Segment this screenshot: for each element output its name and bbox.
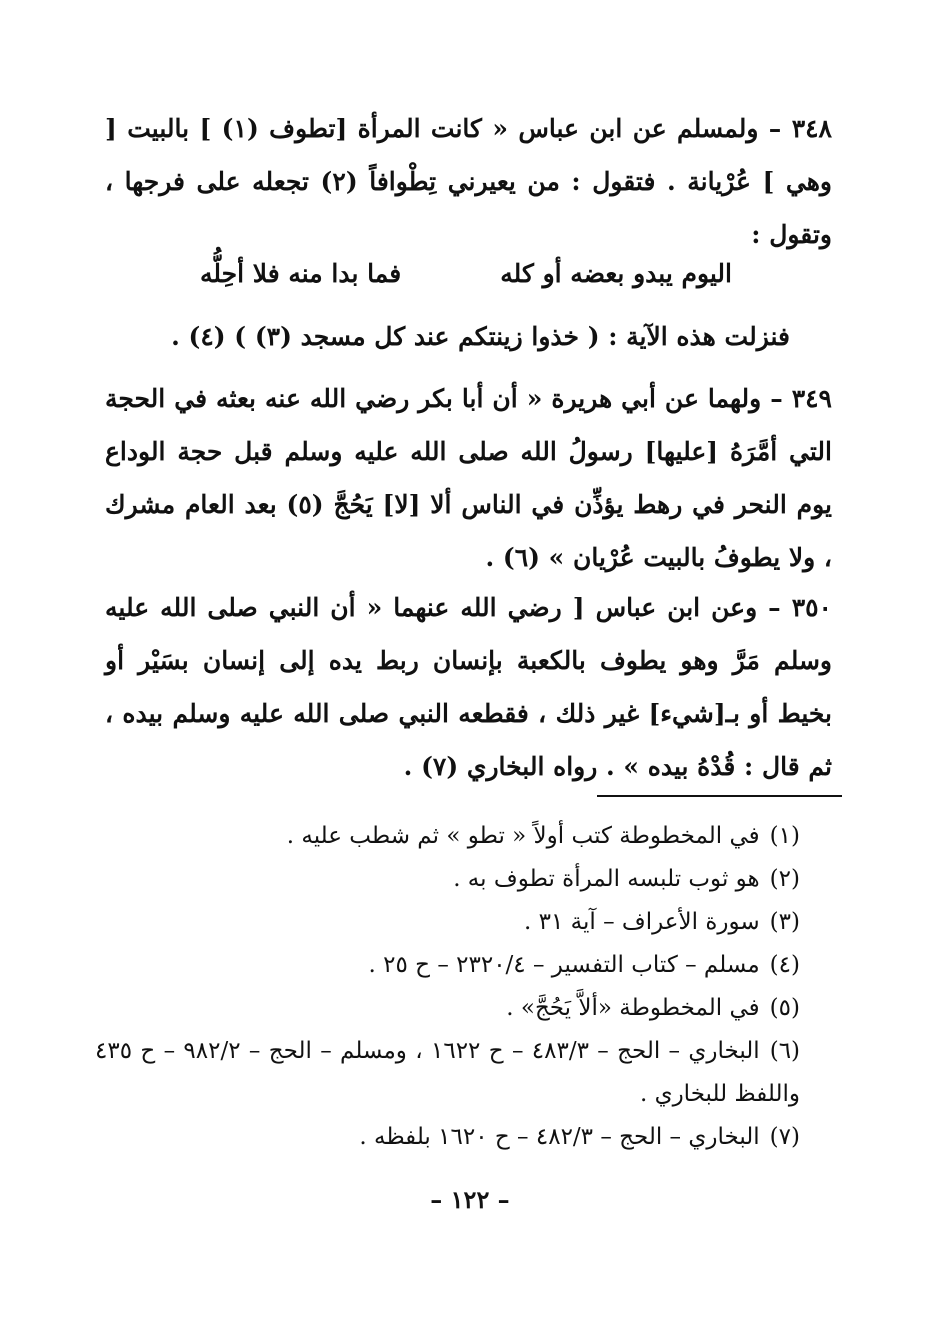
footnote-number: (٥) (769, 995, 800, 1021)
footnote-text: في المخطوطة «ألاَّ يَحُجَّ» . (506, 995, 760, 1021)
hadith-350: ٣٥٠ – وعن ابن عباس [ رضي الله عنهما « أن النبي صلى الله عليه وسلم مَرَّ وهو يطوف بالكعبة بإنسان ربط يده إلى إنسان بسَيْر أو بخيط أو بـ[شيء] غير ذلك ، فقطعه النبي صلى الله عليه وسلم بيده ، ثم قال : قُدْهُ بيده » . رواه البخاري (٧) . (105, 593, 832, 781)
hadith-348: ٣٤٨ – ولمسلم عن ابن عباس « كانت المرأة [تطوف (١) ] بالبيت [ وهي ] عُرْيانة . فتقول : من يعيرني تِطْوافاً (٢) تجعله على فرجها ، وتقول : (105, 114, 832, 249)
footnote-item (100, 858, 800, 901)
footnote-text: مسلم – كتاب التفسير – ٢٣٢٠/٤ – ح ٢٥ . (368, 952, 760, 978)
verse-first-hemistich: اليوم يبدو بعضه أو كله (500, 259, 732, 288)
footnote-text: هو ثوب تلبسه المرأة تطوف به . (453, 866, 760, 892)
footnotes (95, 815, 801, 1159)
footnote-number: (٧) (769, 1124, 800, 1150)
footnote-number: (٢) (769, 866, 800, 892)
hadith-349: ٣٤٩ – ولهما عن أبي هريرة « أن أبا بكر رضي الله عنه بعثه في الحجة التي أمَّرَهُ [عليها] رسولُ الله صلى الله عليه وسلم قبل حجة الوداع يوم النحر في رهط يؤذِّن في الناس ألا [لا] يَحُجَّ (٥) بعد العام مشرك ، ولا يطوفُ بالبيت عُرْيان » (٦) . (105, 384, 832, 572)
footnote-item (100, 901, 800, 944)
footnote-number: (١) (769, 823, 800, 849)
footnote-separator (597, 795, 842, 797)
footnote-item (100, 1116, 800, 1159)
footnote-number: (٦) (769, 1038, 801, 1064)
footnote-item (100, 944, 800, 987)
quran-verse-line: فنزلت هذه الآية : ( خذوا زينتكم عند كل مسجد (٣) ) (٤) . (171, 322, 790, 351)
footnote-item (100, 987, 800, 1030)
footnote-text: البخاري – الحج – ٤٨٢/٣ – ح ١٦٢٠ بلفظه . (359, 1124, 760, 1150)
footnote-text: البخاري – الحج – ٤٨٣/٣ – ح ١٦٢٢ ، ومسلم – الحج – ٩٨٢/٢ – ح ٤٣٥ واللفظ للبخاري . (95, 1038, 800, 1107)
page-number: – ١٢٢ – (430, 1185, 510, 1214)
footnote-text: في المخطوطة كتب أولاً « تطو » ثم شطب عليه . (286, 823, 760, 849)
footnote-text: سورة الأعراف – آية ٣١ . (523, 909, 760, 935)
poetry-verse (105, 247, 832, 300)
footnote-number: (٤) (769, 952, 800, 978)
verse-second-hemistich: فما بدا منه فلا أحِلُّه (200, 259, 402, 288)
footnote-item (100, 815, 800, 858)
footnote-number: (٣) (769, 909, 800, 935)
footnote-item (95, 1030, 800, 1116)
